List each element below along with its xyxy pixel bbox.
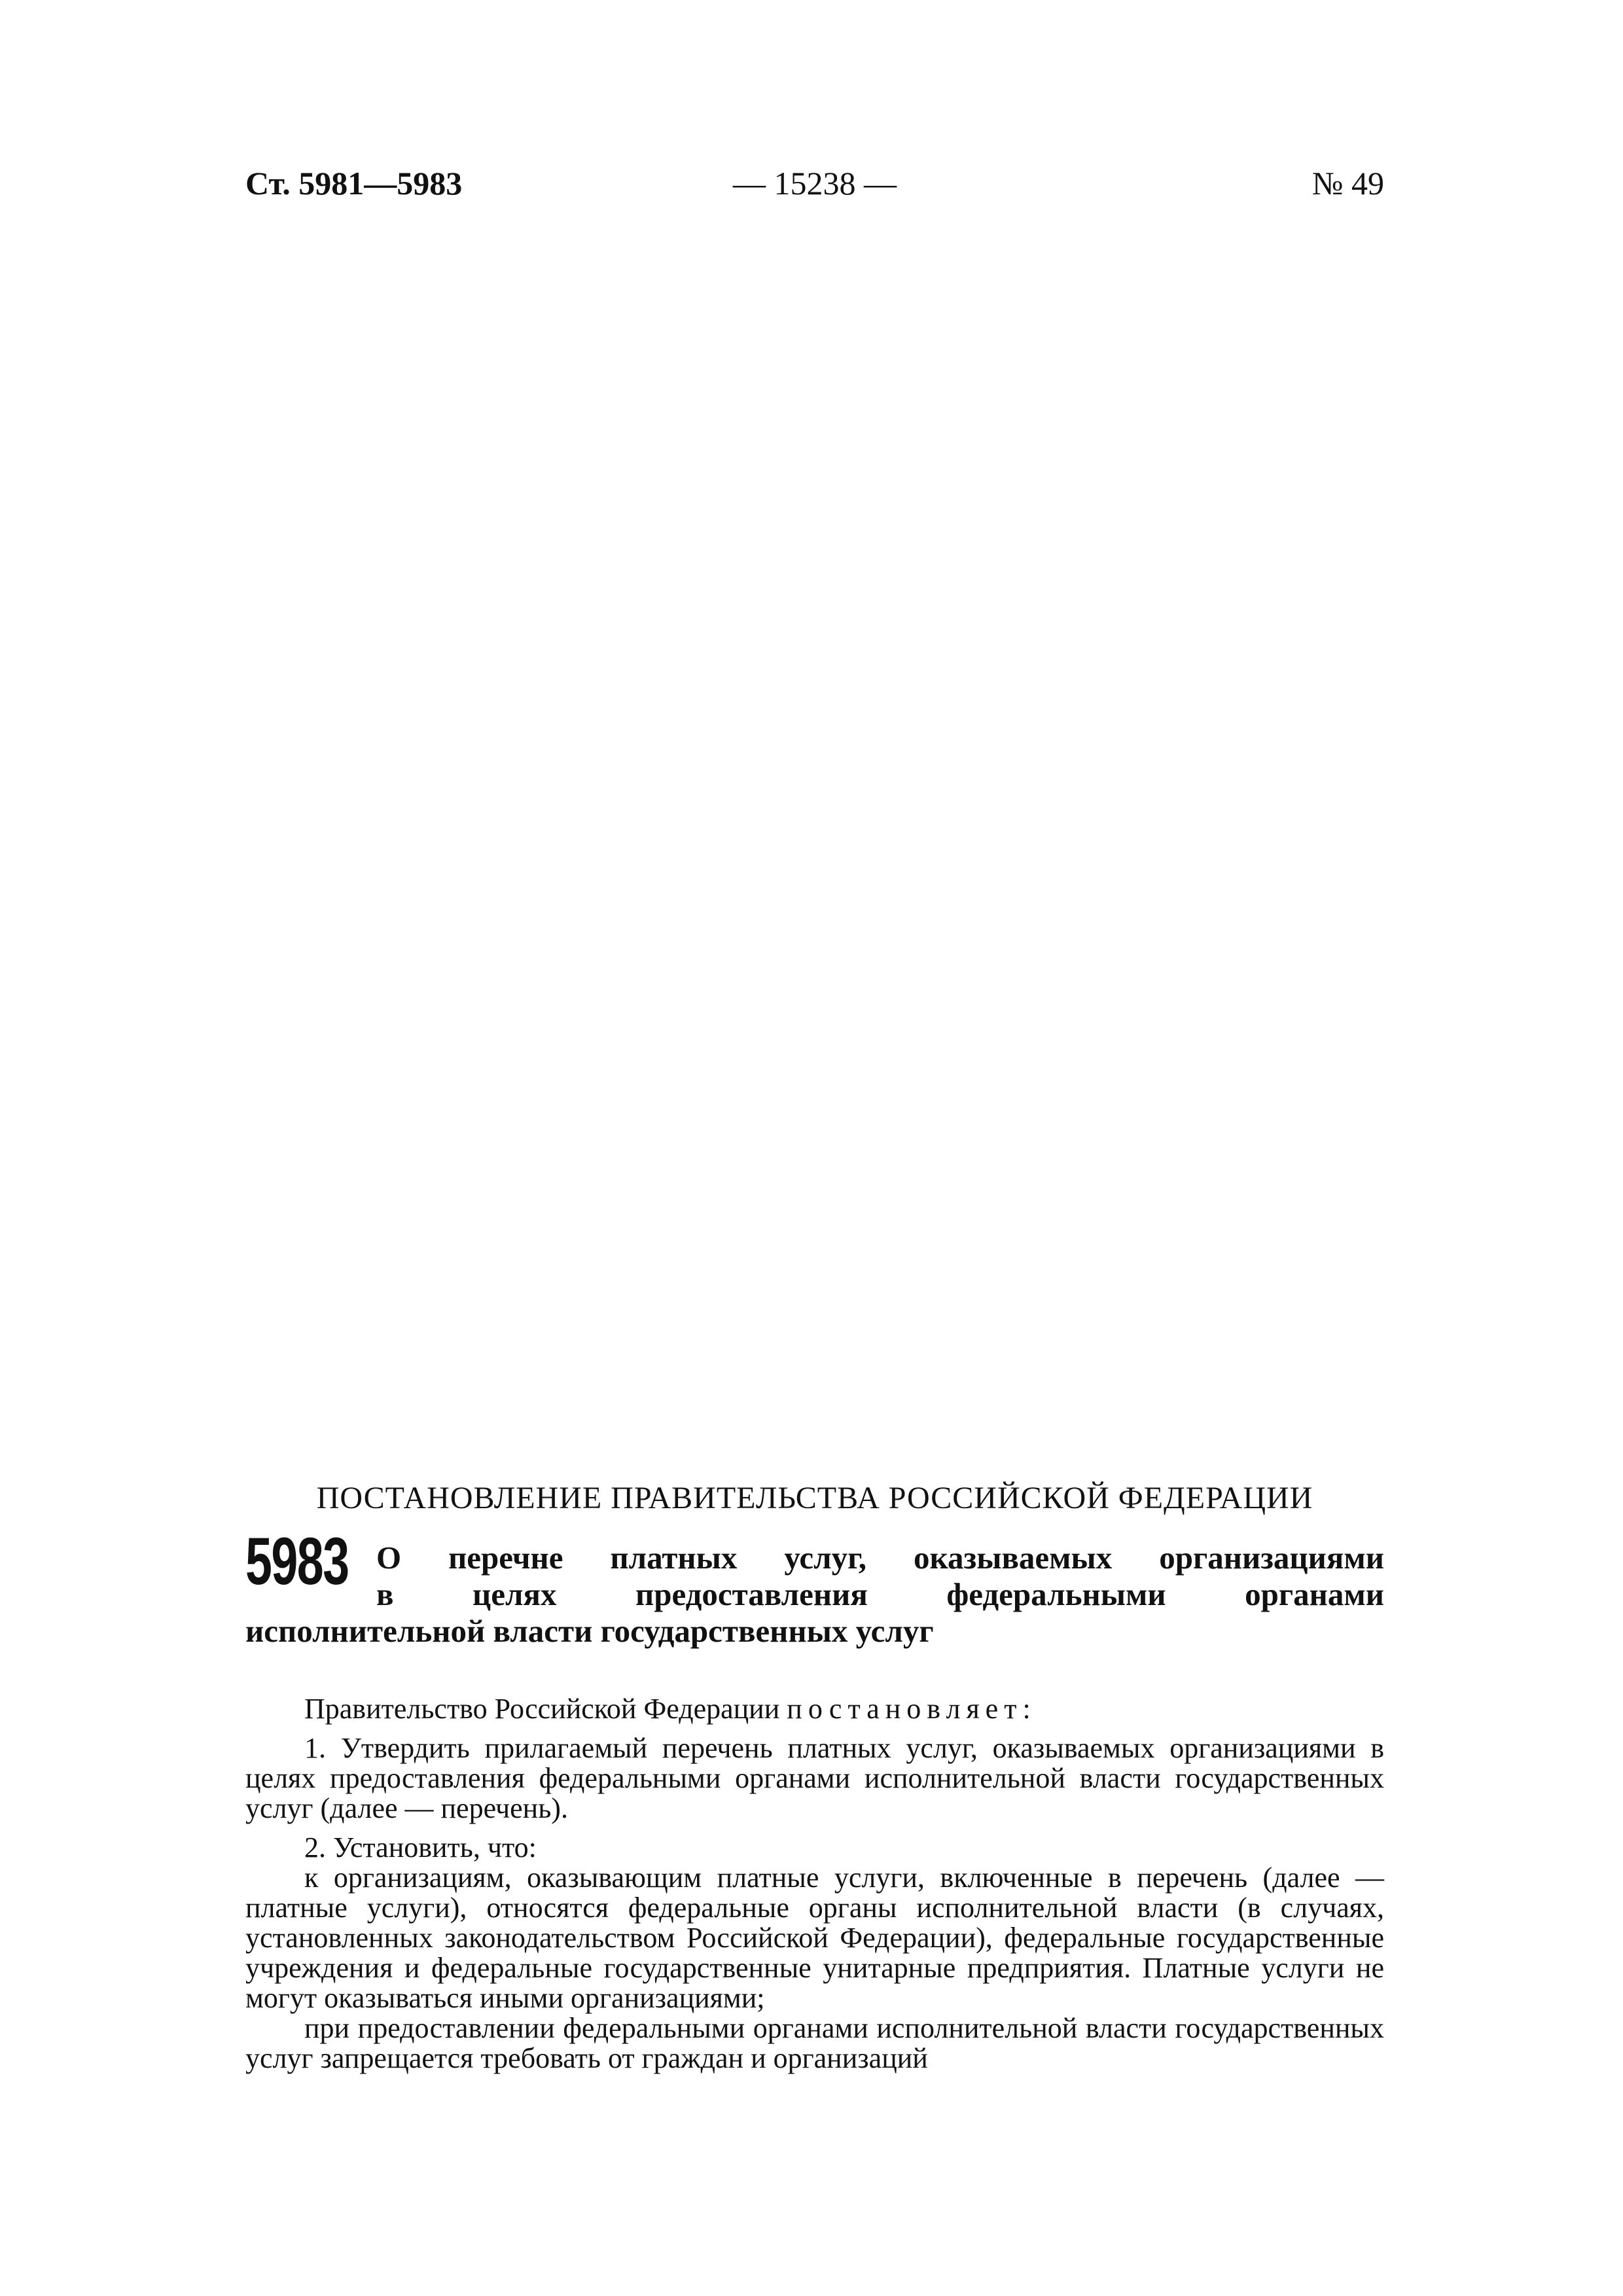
paragraph-4: при предоставлении федеральными органами исполнительной власти государственных услуг запрещается требовать от граждан и организаций <box>245 2012 1384 2074</box>
title-line-2: в целях предоставления федеральными органами <box>376 1576 1384 1612</box>
paragraph-1: 1. Утвердить прилагаемый перечень платных услуг, оказываемых организациями в целях предоставления федеральными органами исполнительной власти государственных услуг (далее — перечень). <box>245 1732 1384 1824</box>
resolution-title-block <box>245 1524 1384 1690</box>
page-number: — 15238 — <box>733 165 897 202</box>
preamble-paragraph <box>245 1694 1384 1724</box>
paragraph-3: к организациям, оказывающим платные услуги, включенные в перечень (далее — платные услуги), относятся федеральные органы исполнительной власти (в случаях, установленных законодательством Российской Федерации), федеральные государственные учреждения и федеральные государственные унитарные предприятия. Платные услуги не могут оказываться иными организациями; <box>245 1862 1384 2014</box>
title-line-3: исполнительной власти государственных услуг <box>245 1613 934 1649</box>
preamble-text: Правительство Российской Федерации <box>304 1693 780 1725</box>
preamble-end: : <box>1022 1693 1031 1725</box>
resolution-heading: ПОСТАНОВЛЕНИЕ ПРАВИТЕЛЬСТВА РОССИЙСКОЙ ФЕДЕРАЦИИ <box>316 1481 1313 1515</box>
preamble-spaced-verb: постановляет <box>787 1693 1023 1725</box>
document-number: 5983 <box>245 1524 349 1598</box>
issue-number: № 49 <box>1311 165 1384 202</box>
article-range: Ст. 5981—5983 <box>245 165 463 202</box>
title-line-1: О перечне платных услуг, оказываемых организациями <box>376 1540 1384 1576</box>
running-header <box>245 157 1384 209</box>
resolution-section <box>245 1475 1384 2074</box>
resolution-body <box>245 1694 1384 2074</box>
paragraph-2: 2. Установить, что: <box>304 1831 537 1863</box>
